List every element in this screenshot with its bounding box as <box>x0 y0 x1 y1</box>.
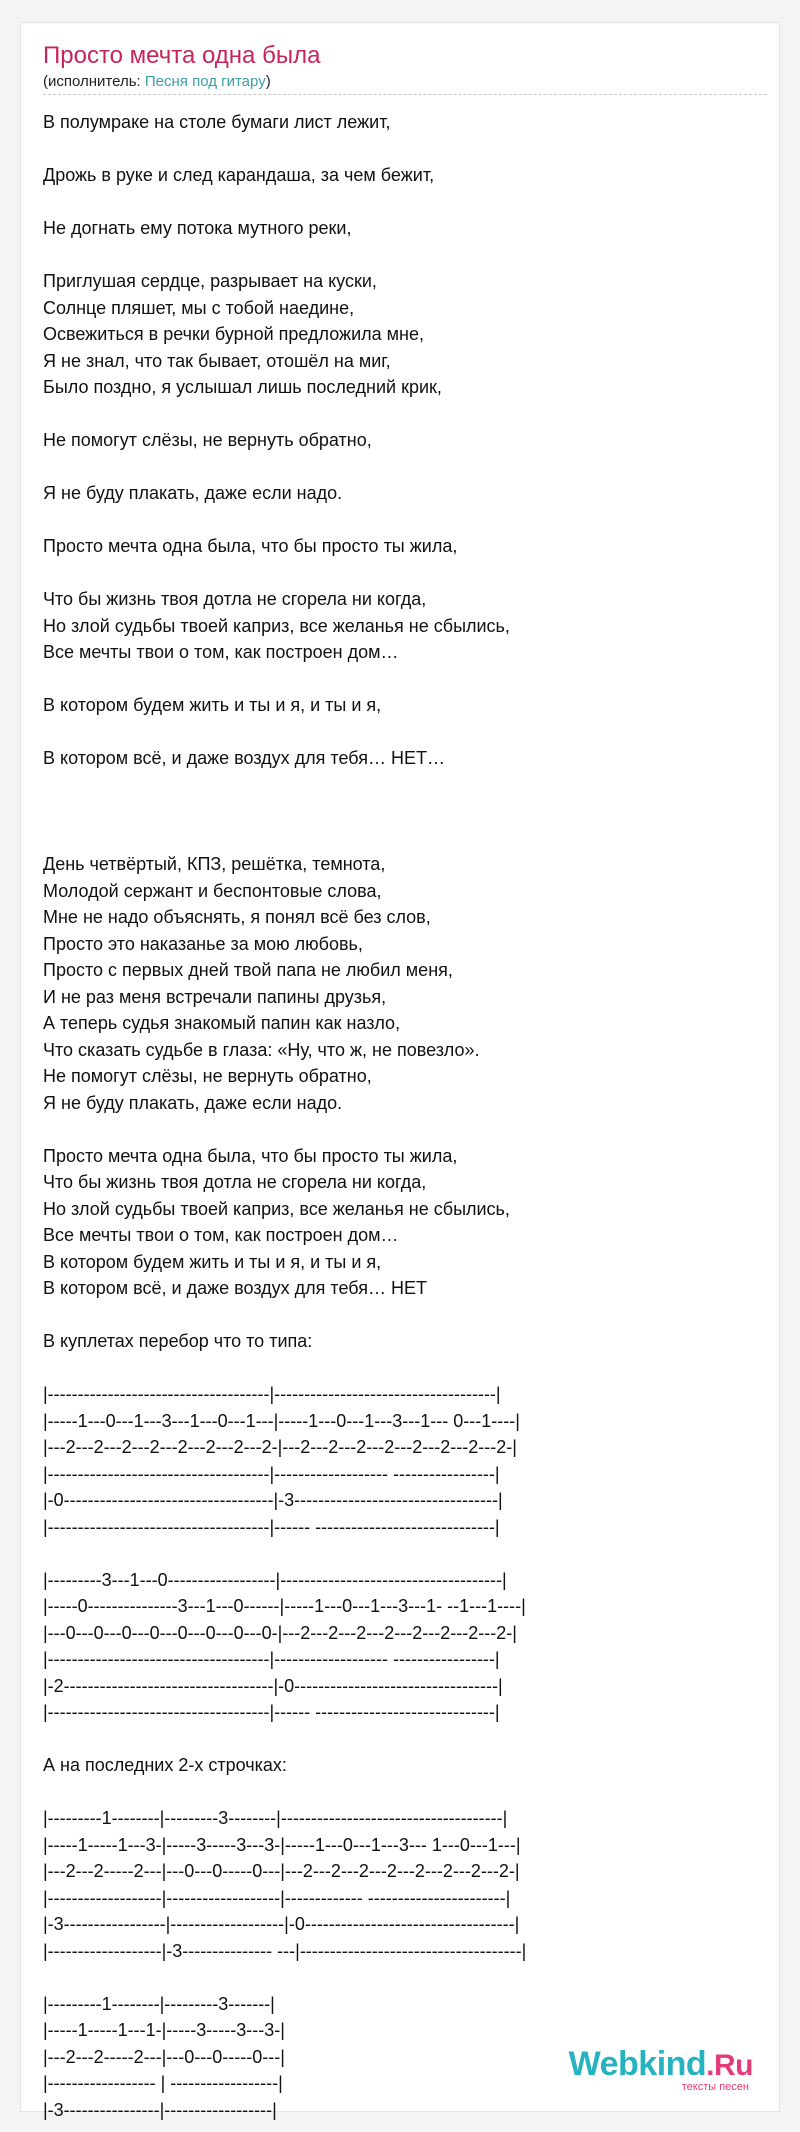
artist-prefix: (исполнитель: <box>43 73 145 90</box>
site-logo[interactable] <box>569 2047 753 2093</box>
logo-tld: .Ru <box>706 2049 753 2082</box>
logo-tagline: тексты песен <box>681 2081 749 2093</box>
artist-suffix: ) <box>265 73 271 90</box>
song-card <box>20 22 780 2120</box>
title-divider <box>43 94 767 95</box>
artist-link[interactable]: Песня под гитару <box>144 73 266 90</box>
logo-wordmark <box>569 2047 753 2083</box>
artist-line <box>43 73 271 90</box>
song-title: Просто мечта одна была <box>43 42 321 69</box>
logo-main-text: Webkind <box>568 2045 707 2083</box>
lyrics-text: В полумраке на столе бумаги лист лежит, Дрожь в руке и след карандаша, за чем бежит, Не догнать ему потока мутного реки, Приглушая сердце, разрывает на куски, Солнце пляшет, мы с тобой наедине, Освежиться в речки бурной предложила мне, Я не знал, что так бывает, отошёл на миг, Было поздно, я услышал лишь последний крик, Не помогут слёзы, не вернуть обратно, Я не буду плакать, даже если надо. Просто мечта одна была, что бы просто ты жила, Что бы жизнь твоя дотла не сгорела ни когда, Но злой судьбы твоей каприз, все желанья не сбылись, Все мечты твои о том, как построен дом… В котором будем жить и ты и я, и ты и я, В котором всё, и даже воздух для тебя… НЕТ… День четвёртый, КПЗ, решётка, темнота, Молодой сержант и беспонтовые слова, Мне не надо объяснять, я понял всё без слов, Просто это наказанье за мою любовь, Просто с первых дней твой папа не любил меня, И не раз меня встречали папины друзья, А теперь судья знакомый папин как назло, Что сказать судьбе в глаза: «Ну, что ж, не повезло». Не помогут слёзы, не вернуть обратно, Я не буду плакать, даже если надо. Просто мечта одна была, что бы просто ты жила, Что бы жизнь твоя дотла не сгорела ни когда, Но злой судьбы твоей каприз, все желанья не сбылись, Все мечты твои о том, как построен дом… В котором будем жить и ты и я, и ты и я, В котором всё, и даже воздух для тебя… НЕТ В куплетах перебор что то типа: |-------------------------------------|-------------------------------------| |-----1---0---1---3---1---0---1---|-----1---0---1---3---1--- 0---1----| |---2---2---2---2---2---2---2---2-|---2---2---2---2---2---2---2---2-| |-------------------------------------|------------------- -----------------| |-0-----------------------------------|-3----------------------------------| |-------------------------------------|------ ------------------------------| |---------3---1---0------------------|-------------------------------------| |-----0---------------3---1---0------|-----1---0---1---3---1- --1---1----| |---0---0---0---0---0---0---0---0-|---2---2---2---2---2---2---2---2-| |-------------------------------------|------------------- -----------------| |-2-----------------------------------|-0----------------------------------| |-------------------------------------|------ ------------------------------| А на последних 2-х строчках: |---------1--------|---------3--------|-------------------------------------| |-----1-----1---3-|-----3-----3---3-|-----1---0---1---3--- 1---0---1---| |---2---2-----2---|---0---0-----0---|---2---2---2---2---2---2---2---2-| |-------------------|-------------------|------------- -----------------------| |-3-----------------|-------------------|-0-----------------------------------| |-------------------|-3--------------- ---|-------------------------------------| |---------1--------|---------3-------| |-----1-----1---1-|-----3-----3---3-| |---2---2-----2---|---0---0-----0---| |------------------ | ------------------| |-3----------------|------------------| <box>43 112 527 2120</box>
